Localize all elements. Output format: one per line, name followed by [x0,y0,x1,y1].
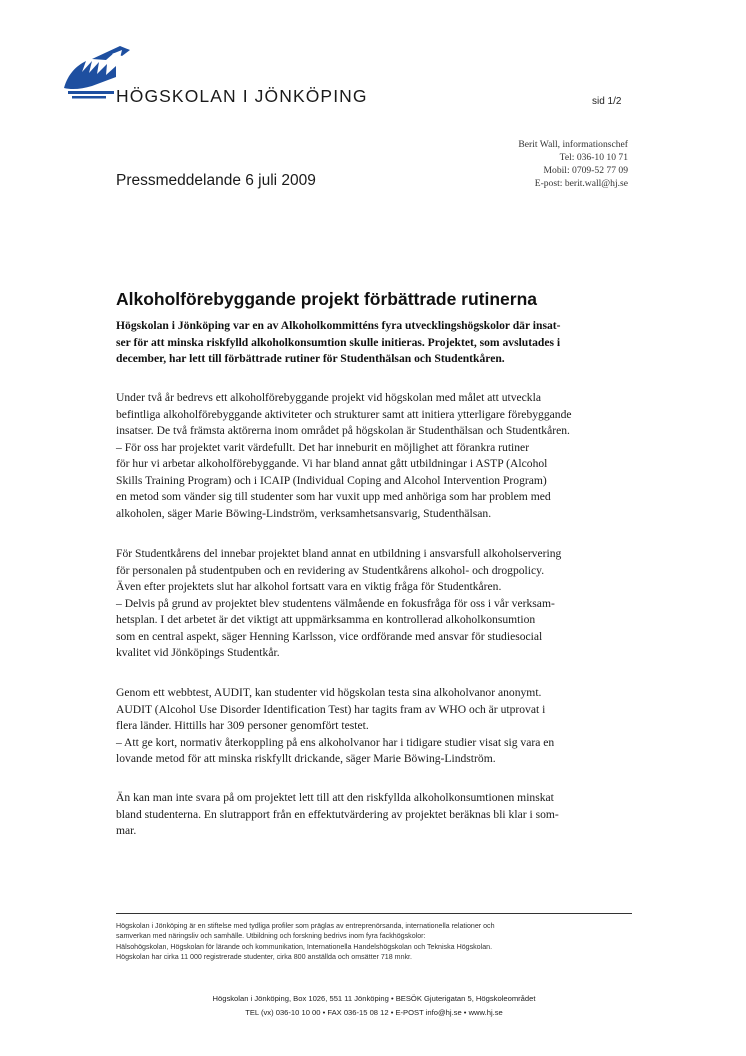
paragraph-line: för personalen på studentpuben och en revidering av Studentkårens alkohol- och drogpolicy. [116,563,545,577]
paragraph-4 [116,790,636,840]
paragraph-line: befintliga alkoholförebyggande aktiviteter och strukturer samt att initiera ytterligare förebyggande [116,407,572,421]
paragraph-line: mar. [116,824,137,837]
lead-line: december, har lett till förbättrade rutiner för Studenthälsan och Studentkåren. [116,352,505,365]
contact-email: E-post: berit.wall@hj.se [534,178,628,189]
contact-name: Berit Wall, informationschef [518,139,628,150]
paragraph-line: Genom ett webbtest, AUDIT, kan studenter vid högskolan testa sina alkoholvanor anonymt. [116,686,542,699]
footer-info-line: Hälsohögskolan, Högskolan för lärande och kommunikation, Internationella Handelshögskolan och Tekniska Högskolan. [116,942,493,951]
press-release-date: Pressmeddelande 6 juli 2009 [116,172,316,189]
paragraph-line: – Delvis på grund av projektet blev studentens välmående en fokusfråga för oss i vår verksam- [116,596,555,610]
contact-block [518,138,628,190]
paragraph-line: lovande metod för att minska riskfyllt drickande, säger Marie Böwing-Lindström. [116,752,496,765]
paragraph-line: bland studenterna. En slutrapport från en effektutvärdering av projektet beräknas bli klar i som- [116,807,559,821]
footer-address-line: Högskolan i Jönköping, Box 1026, 551 11 Jönköping • BESÖK Gjuterigatan 5, Högskoleområdet [212,994,536,1003]
paragraph-line: – Att ge kort, normativ återkoppling på ens alkoholvanor har i tidigare studier visat sig vara en [116,735,555,749]
lead-line: Högskolan i Jönköping var en av Alkoholkommitténs fyra utvecklingshögskolor där insat- [116,319,561,332]
footer-info-line: Högskolan i Jönköping är en stiftelse med tydliga profiler som präglas av entreprenörsanda, internationella relationer och [116,922,495,930]
footer-info-line: Högskolan har cirka 11 000 registrerade studenter, cirka 800 anställda och omsätter 718 mnkr. [116,952,412,961]
lead-line: ser för att minska riskfylld alkoholkonsumtion skulle initieras. Projektet, som avslutades i [116,335,561,349]
paragraph-line: en metod som vänder sig till studenter som har vuxit upp med anhöriga som har problem med [116,490,551,503]
paragraph-line: För Studentkårens del innebar projektet bland annat en utbildning i ansvarsfull alkoholservering [116,547,562,560]
paragraph-line: som en central aspekt, säger Henning Karlsson, vice ordförande med ansvar för studiesocial [116,629,543,643]
article-lead [116,318,632,368]
paragraph-line: alkoholen, säger Marie Böwing-Lindström, verksamhetsansvarig, Studenthälsan. [116,506,492,520]
paragraph-3 [116,685,636,768]
paragraph-line: Även efter projektets slut har alkohol fortsatt vara en viktig fråga för Studentkåren. [116,580,502,593]
paragraph-line: – För oss har projektet varit värdefullt. Det har inneburit en möjlighet att förankra rutiner [116,440,530,454]
article-headline: Alkoholförebyggande projekt förbättrade rutinerna [116,289,538,309]
paragraph-line: Skills Training Program) och i ICAIP (Individual Coping and Alcohol Intervention Program) [116,473,547,487]
paragraph-line: hetsplan. I det arbetet är det viktigt att uppmärksamma en kontrollerad alkoholkonsumtion [116,613,536,626]
paragraph-1 [116,390,636,522]
paragraph-line: Under två år bedrevs ett alkoholförebyggande projekt vid högskolan med målet att utveckla [116,391,541,404]
paragraph-2 [116,546,636,662]
footer-info-line: samverkan med näringsliv och samhälle. Utbildning och forskning bedrivs inom fyra fackhögskolor: [116,932,426,941]
university-name: HÖGSKOLAN I JÖNKÖPING [116,86,368,106]
paragraph-line: AUDIT (Alcohol Use Disorder Identification Test) har tagits fram av WHO och är utprovat i [116,702,546,716]
paragraph-line: insatser. De två främsta aktörerna inom området på högskolan är Studenthälsan och Studentkåren. [116,424,570,437]
footer-divider [116,913,632,914]
paragraph-line: för hur vi arbetar alkoholförebyggande. Vi har bland annat gått utbildningar i ASTP (Alcohol [116,457,548,470]
contact-phone: Tel: 036-10 10 71 [559,152,628,163]
paragraph-line: Än kan man inte svara på om projektet lett till att den riskfyllda alkoholkonsumtionen minskat [116,791,554,804]
footer-address-line: TEL (vx) 036-10 10 00 • FAX 036-15 08 12 • E-POST info@hj.se • www.hj.se [245,1008,503,1017]
page-number: sid 1/2 [592,96,622,107]
footer-address [116,992,632,1020]
contact-mobile: Mobil: 0709-52 77 09 [543,165,628,176]
paragraph-line: kvalitet vid Jönköpings Studentkår. [116,646,280,659]
footer-info [116,921,632,962]
paragraph-line: flera länder. Hittills har 309 personer genomfört testet. [116,719,369,732]
